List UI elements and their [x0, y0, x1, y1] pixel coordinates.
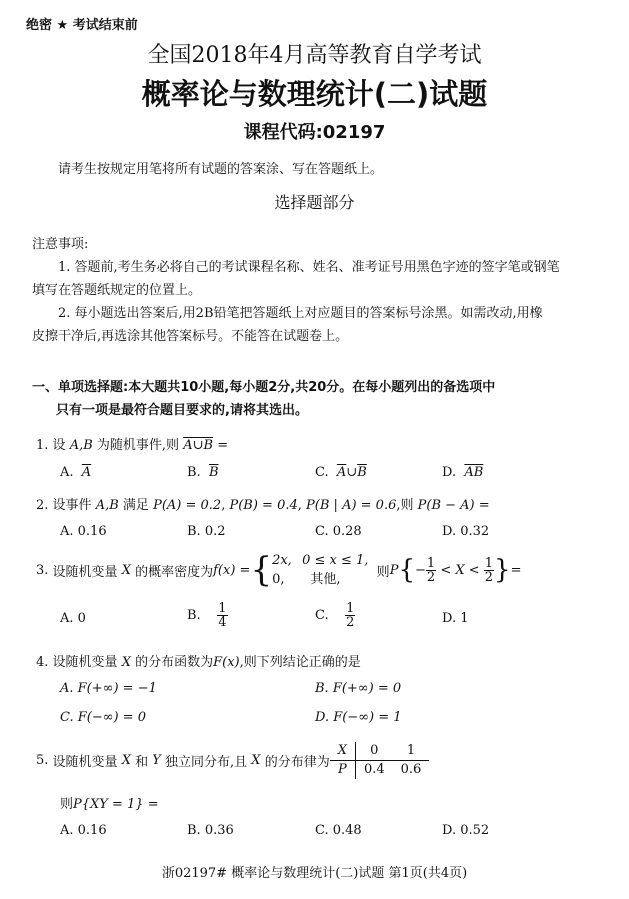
q5-option-c: C. 0.48	[315, 823, 362, 838]
q4-option-d: D. F(−∞) = 1	[315, 710, 402, 725]
page-title: 概率论与数理统计(二)试题	[141, 77, 488, 111]
question-2: 2. 设事件 A,B 满足 P(A) = 0.2, P(B) = 0.4, P(B | A) = 0.6,则 P(B − A) =	[36, 498, 490, 513]
q2-option-a: A. 0.16	[60, 524, 107, 539]
part1-line-1: 一、单项选择题:本大题共10小题,每小题2分,共20分。在每小题列出的备选项中	[32, 380, 496, 395]
q3-option-c: C. $\frac{1}{2}$	[315, 601, 355, 630]
q3-frac-right: $\frac{1}{2}$	[484, 555, 494, 585]
exam-session: 全国2018年4月高等教育自学考试	[147, 43, 482, 68]
q2-option-c: C. 0.28	[315, 524, 362, 539]
note-2-line-2: 皮擦干净后,再选涂其他答案标号。不能答在试题卷上。	[32, 329, 349, 344]
note-2-line-1: 2. 每小题选出答案后,用2B铅笔把答题纸上对应题目的答案标号涂黑。如需改动,用橡	[58, 306, 543, 321]
instruction: 请考生按规定用笔将所有试题的答案涂、写在答题纸上。	[58, 162, 384, 177]
q4-option-a: A. F(+∞) = −1	[60, 681, 157, 696]
page-footer: 浙02197# 概率论与数理统计(二)试题 第1页(共4页)	[161, 866, 468, 881]
question-5: 5. 设随机变量 X 和 Y 独立同分布,且 X 的分布律为 X 0 1 P 0.4 0.6	[36, 740, 429, 780]
q4-option-b: B. F(+∞) = 0	[315, 681, 402, 696]
q1-number: 1.	[36, 438, 49, 453]
q2-option-d: D. 0.32	[442, 524, 490, 539]
confidential-label: 绝密 ★ 考试结束前	[26, 18, 138, 33]
q2-option-b: B. 0.2	[187, 524, 226, 539]
section-title: 选择题部分	[274, 193, 355, 212]
q4-option-c: C. F(−∞) = 0	[60, 710, 147, 725]
distribution-table: X 0 1 P 0.4 0.6	[330, 742, 430, 779]
q5-option-a: A. 0.16	[60, 823, 107, 838]
q1-vars: A,B	[69, 438, 93, 453]
q5-option-d: D. 0.52	[442, 823, 490, 838]
q1-option-c: C. $\overline{A}\cup\overline{B}$	[315, 465, 367, 480]
q3-frac-left: $\frac{1}{2}$	[426, 555, 436, 585]
q3-option-b: B. $\frac{1}{4}$	[187, 601, 227, 630]
q1-eq: =	[217, 438, 229, 453]
question-4: 4. 设随机变量 X 的分布函数为F(x),则下列结论正确的是	[36, 655, 361, 670]
q1-text2: 为随机事件,则	[96, 438, 180, 453]
q3-option-a: A. 0	[60, 611, 86, 626]
course-code: 课程代码:02197	[243, 122, 386, 143]
q3-cases: 2x, 0 ≤ x ≤ 1, 0, 其他,	[272, 553, 369, 587]
question-1	[36, 434, 228, 453]
q1-option-b: B. $\overline{B}$	[187, 465, 219, 480]
question-3: 3. 设随机变量 X 的概率密度为 f(x) = { 2x, 0 ≤ x ≤ 1, 0, 其他, 则 P { − $\frac{1}{2}$ < X < $\frac{1}{2}$ } =	[36, 550, 522, 590]
q1-text: 设	[52, 438, 66, 453]
q1-option-a: A. $\overline{A}$	[60, 465, 92, 480]
q5-option-b: B. 0.36	[187, 823, 234, 838]
part1-line-2: 只有一项是最符合题目要求的,请将其选出。	[56, 403, 308, 418]
q5-ask: 则P{XY = 1} =	[60, 797, 159, 812]
q1-option-d: D. $\overline{AB}$	[442, 465, 484, 480]
note-1-line-2: 填写在答题纸规定的位置上。	[32, 283, 202, 298]
note-1-line-1: 1. 答题前,考生务必将自己的考试课程名称、姓名、准考证号用黑色字迹的签字笔或钢笔	[58, 260, 560, 275]
q1-expr: A∪B	[183, 438, 214, 453]
q3-option-d: D. 1	[442, 611, 469, 626]
notes-heading: 注意事项:	[32, 237, 89, 252]
